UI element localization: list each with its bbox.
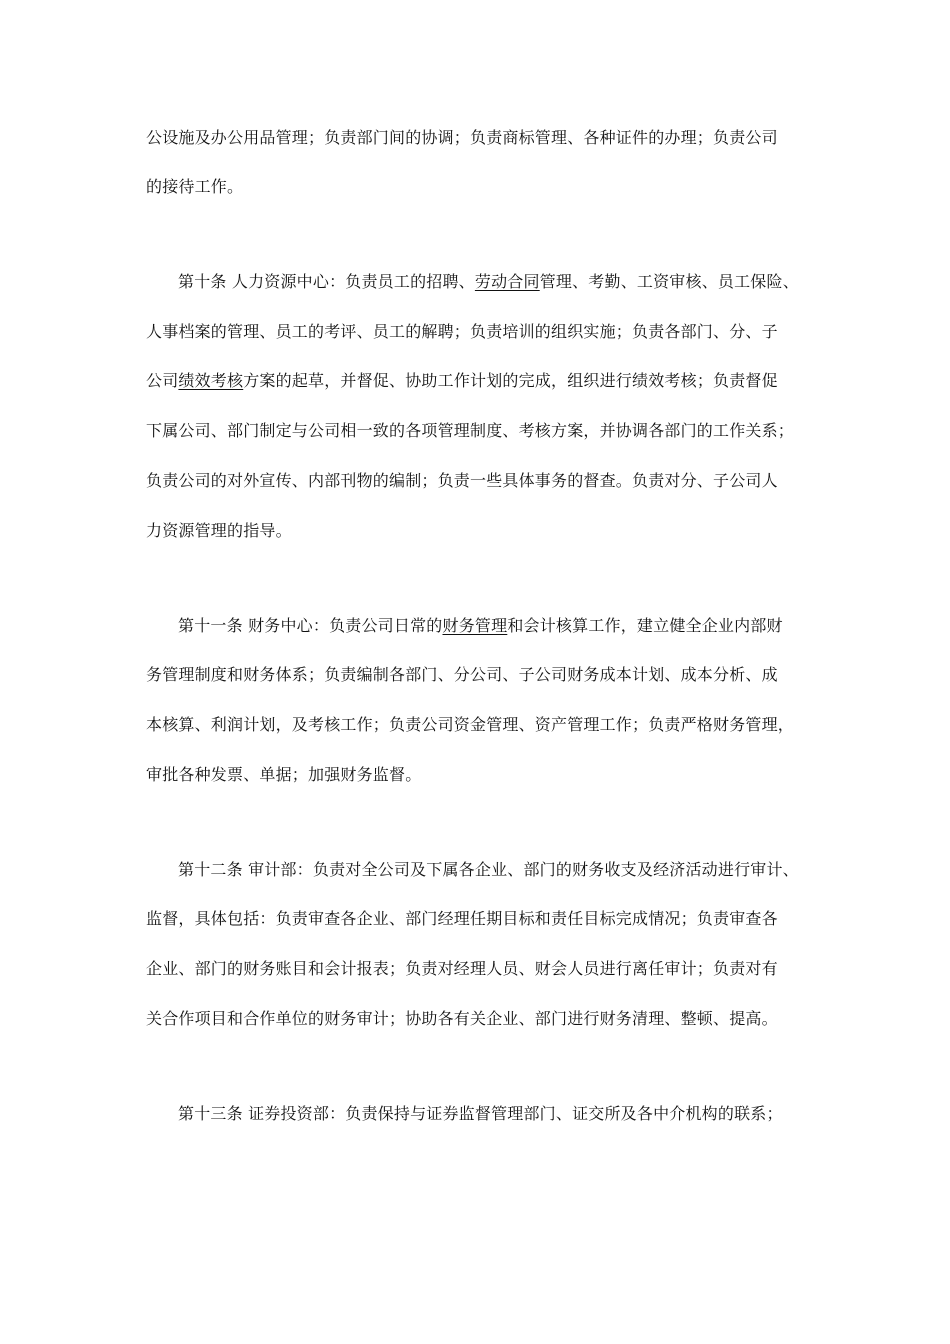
text-span: 第十条 人力资源中心：负责员工的招聘、	[178, 272, 475, 291]
text-span: 公司	[146, 371, 179, 390]
text-line: 人事档案的管理、员工的考评、员工的解聘；负责培训的组织实施；负责各部门、分、子	[146, 322, 778, 341]
link-performance-appraisal[interactable]: 绩效考核	[178, 371, 244, 390]
text-line: 审批各种发票、单据；加强财务监督。	[146, 765, 422, 784]
text-line	[146, 371, 778, 391]
text-line: 公设施及办公用品管理；负责部门间的协调；负责商标管理、各种证件的办理；负责公司	[146, 128, 778, 147]
text-line: 监督，具体包括：负责审查各企业、部门经理任期目标和责任目标完成情况；负责审查各	[146, 909, 778, 928]
text-line: 本核算、利润计划，及考核工作；负责公司资金管理、资产管理工作；负责严格财务管理，	[146, 715, 795, 734]
article-10-heading-line	[178, 272, 799, 292]
text-line: 负责公司的对外宣传、内部刊物的编制；负责一些具体事务的督查。负责对分、子公司人	[146, 471, 778, 490]
text-span: 管理、考勤、工资审核、员工保险、	[539, 272, 799, 291]
text-span: 第十一条 财务中心：负责公司日常的	[178, 616, 443, 635]
text-line: 企业、部门的财务账目和会计报表；负责对经理人员、财会人员进行离任审计；负责对有	[146, 959, 778, 978]
text-span: 方案的起草，并督促、协助工作计划的完成，组织进行绩效考核；负责督促	[243, 371, 778, 390]
text-line: 关合作项目和合作单位的财务审计；协助各有关企业、部门进行财务清理、整顿、提高。	[146, 1009, 778, 1028]
link-labor-contract[interactable]: 劳动合同	[474, 272, 540, 291]
text-line: 务管理制度和财务体系；负责编制各部门、分公司、子公司财务成本计划、成本分析、成	[146, 665, 778, 684]
article-11-heading-line	[178, 616, 783, 636]
text-span: 和会计核算工作，建立健全企业内部财	[507, 616, 783, 635]
article-13-heading-line: 第十三条 证券投资部：负责保持与证券监督管理部门、证交所及各中介机构的联系；	[178, 1104, 783, 1123]
text-line: 下属公司、部门制定与公司相一致的各项管理制度、考核方案，并协调各部门的工作关系；	[146, 421, 795, 440]
text-line: 力资源管理的指导。	[146, 521, 292, 540]
article-12-heading-line: 第十二条 审计部：负责对全公司及下属各企业、部门的财务收支及经济活动进行审计、	[178, 860, 799, 879]
text-line: 的接待工作。	[146, 177, 244, 196]
link-financial-management[interactable]: 财务管理	[442, 616, 508, 635]
